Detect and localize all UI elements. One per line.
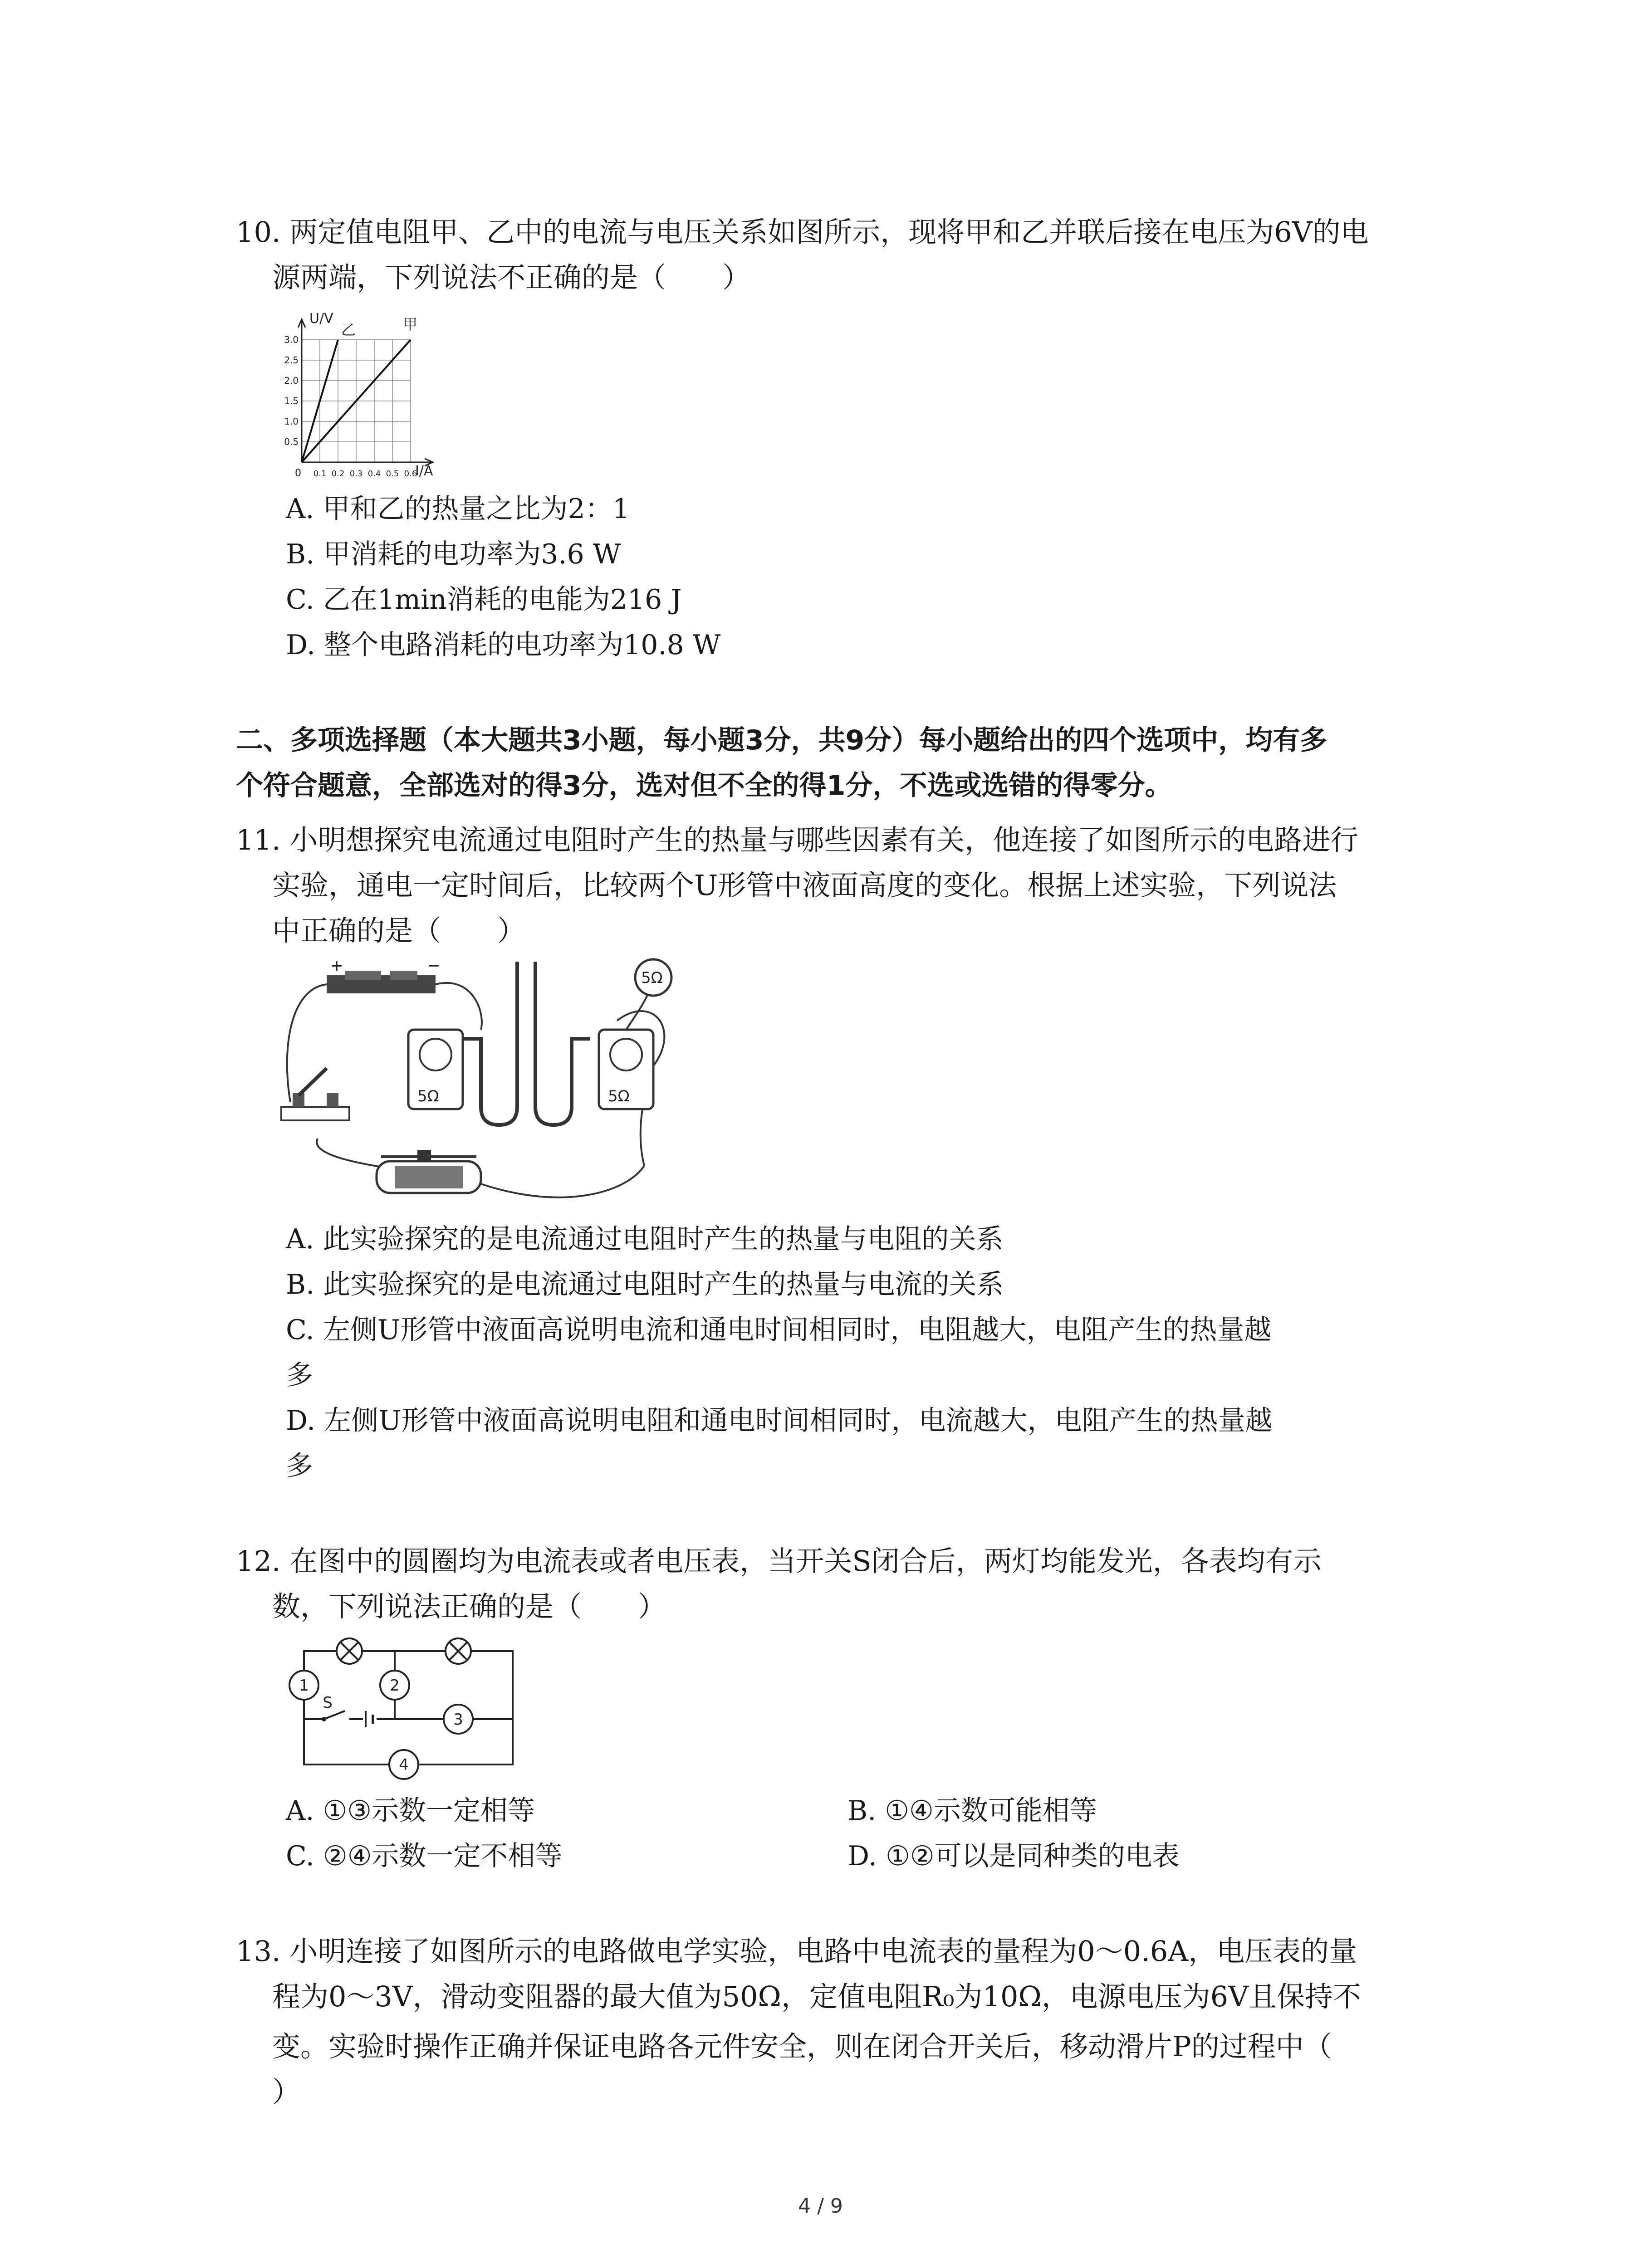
q12-stem-line1: 12. 在图中的圆圈均为电流表或者电压表，当开关S闭合后，两灯均能发光，各表均有示 bbox=[236, 1545, 1322, 1578]
switch-s-icon bbox=[322, 1711, 349, 1723]
origin-label: 0 bbox=[295, 468, 301, 479]
q13-stem-line2: 程为0～3V，滑动变阻器的最大值为50Ω，定值电阻R₀为10Ω，电源电压为6V且保持不 bbox=[272, 1980, 1362, 2013]
q13-stem-line1: 13. 小明连接了如图所示的电路做电学实验，电路中电流表的量程为0～0.6A，电压表的量 bbox=[236, 1935, 1357, 1968]
meter-1-label: 1 bbox=[299, 1677, 309, 1695]
q10-stem-line2: 源两端，下列说法不正确的是（ ） bbox=[272, 261, 751, 294]
q11-stem-line3: 中正确的是（ ） bbox=[272, 914, 526, 947]
x-tick: 0.2 bbox=[331, 469, 345, 479]
line-label-yi: 乙 bbox=[341, 321, 356, 338]
battery-minus-label: − bbox=[427, 957, 441, 975]
x-tick: 0.1 bbox=[313, 469, 327, 479]
q11-option-c-line2: 多 bbox=[286, 1359, 313, 1391]
q10-option-a: A. 甲和乙的热量之比为2：1 bbox=[286, 493, 630, 525]
line-label-jia: 甲 bbox=[403, 316, 418, 333]
x-tick: 0.6 bbox=[404, 469, 417, 479]
q12-option-b: B. ①④示数可能相等 bbox=[847, 1795, 1097, 1827]
q12-stem-line2: 数，下列说法正确的是（ ） bbox=[272, 1590, 666, 1623]
battery-plus-label: + bbox=[330, 957, 343, 975]
y-tick: 3.0 bbox=[284, 334, 299, 345]
q12-circuit-diagram bbox=[277, 1637, 531, 1783]
rheostat-icon bbox=[377, 1150, 481, 1193]
section2-heading-line2: 个符合题意，全部选对的得3分，选对但不全的得1分，不选或选错的得零分。 bbox=[236, 770, 1172, 802]
y-tick: 1.0 bbox=[284, 416, 299, 427]
y-axis-label: U/V bbox=[309, 311, 333, 327]
q10-stem-line1: 10. 两定值电阻甲、乙中的电流与电压关系如图所示，现将甲和乙并联后接在电压为6V的电 bbox=[236, 215, 1369, 249]
knife-switch-icon bbox=[281, 1068, 349, 1120]
q10-option-b: B. 甲消耗的电功率为3.6 W bbox=[286, 538, 621, 570]
page-number: 4 / 9 bbox=[798, 2195, 843, 2218]
y-tick: 2.0 bbox=[284, 375, 299, 386]
q11-option-c-line1: C. 左侧U形管中液面高说明电流和通电时间相同时，电阻越大，电阻产生的热量越 bbox=[286, 1314, 1272, 1346]
q11-option-a: A. 此实验探究的是电流通过电阻时产生的热量与电阻的关系 bbox=[286, 1223, 1004, 1255]
x-tick: 0.3 bbox=[349, 469, 363, 479]
q12-option-d: D. ①②可以是同种类的电表 bbox=[847, 1840, 1180, 1872]
section2-heading-line1: 二、多项选择题（本大题共3小题，每小题3分，共9分）每小题给出的四个选项中，均有多 bbox=[236, 724, 1327, 756]
right-resistor-label: 5Ω bbox=[608, 1087, 630, 1105]
q10-option-c: C. 乙在1min消耗的电能为216 J bbox=[286, 584, 682, 616]
q12-option-a: A. ①③示数一定相等 bbox=[286, 1795, 535, 1827]
u-tube-icons bbox=[463, 962, 590, 1125]
top-resistor-label: 5Ω bbox=[641, 969, 663, 987]
q10-iv-graph bbox=[259, 313, 449, 485]
y-tick: 2.5 bbox=[284, 355, 299, 366]
left-resistor-label: 5Ω bbox=[417, 1087, 439, 1105]
lamp-right-icon bbox=[446, 1638, 471, 1664]
battery-icon bbox=[363, 1710, 377, 1728]
meter-2-label: 2 bbox=[390, 1677, 400, 1695]
x-tick: 0.4 bbox=[367, 469, 381, 479]
q11-option-b: B. 此实验探究的是电流通过电阻时产生的热量与电流的关系 bbox=[286, 1269, 1004, 1300]
q11-option-d-line2: 多 bbox=[286, 1450, 313, 1482]
meter-4-label: 4 bbox=[399, 1756, 409, 1774]
x-tick: 0.5 bbox=[386, 469, 399, 479]
q13-stem-line4: ） bbox=[272, 2075, 301, 2108]
y-tick: 0.5 bbox=[284, 436, 299, 447]
q10-option-d: D. 整个电路消耗的电功率为10.8 W bbox=[286, 629, 721, 661]
q13-stem-line3: 变。实验时操作正确并保证电路各元件安全，则在闭合开关后，移动滑片P的过程中（ bbox=[272, 2030, 1332, 2063]
x-axis-label: I/A bbox=[415, 463, 433, 479]
lamp-left-icon bbox=[337, 1638, 362, 1664]
q11-stem-line1: 11. 小明想探究电流通过电阻时产生的热量与哪些因素有关，他连接了如图所示的电路进行 bbox=[236, 823, 1359, 856]
switch-label: S bbox=[323, 1694, 333, 1712]
y-tick: 1.5 bbox=[284, 396, 299, 406]
meter-3-label: 3 bbox=[453, 1711, 463, 1729]
q11-circuit-diagram bbox=[281, 957, 744, 1211]
q12-option-c: C. ②④示数一定不相等 bbox=[286, 1840, 563, 1872]
q11-option-d-line1: D. 左侧U形管中液面高说明电阻和通电时间相同时，电流越大，电阻产生的热量越 bbox=[286, 1405, 1273, 1437]
q11-stem-line2: 实验，通电一定时间后，比较两个U形管中液面高度的变化。根据上述实验，下列说法 bbox=[272, 869, 1337, 902]
